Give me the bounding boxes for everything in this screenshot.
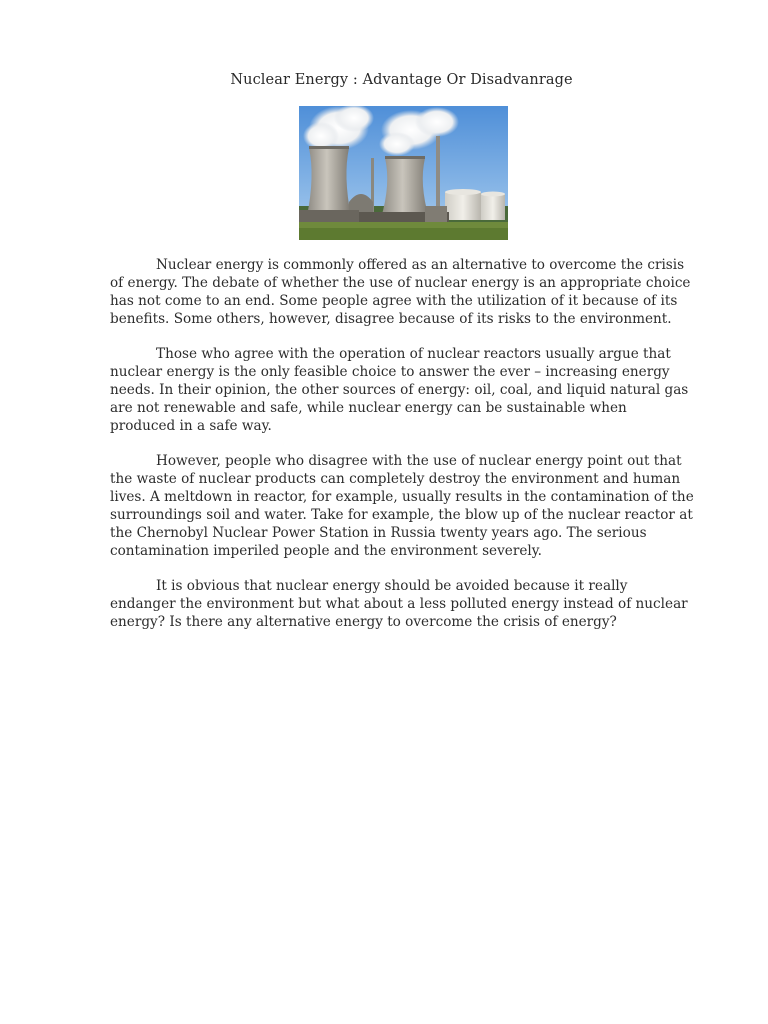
document-body (110, 256, 694, 648)
paragraph-3: However, people who disagree with the use of nuclear energy point out that the waste of nuclear products can completely destroy the environment and human lives. A meltdown in reactor, for example, usually results in the contamination of the surroundings soil and water. Take for example, the blow up of the nuclear reactor at the Chernobyl Nuclear Power Station in Russia twenty years ago. The serious contamination imperiled people and the environment severely. (110, 453, 694, 559)
paragraph-1: Nuclear energy is commonly offered as an alternative to overcome the crisis of energy. The debate of whether the use of nuclear energy is an appropriate choice has not come to an end. Some people agree with the utilization of it because of its benefits. Some others, however, disagree because of its risks to the environment. (110, 257, 691, 327)
paragraph-2: Those who agree with the operation of nuclear reactors usually argue that nuclear energy is the only feasible choice to answer the ever – increasing energy needs. In their opinion, the other sources of energy: oil, coal, and liquid natural gas are not renewable and safe, while nuclear energy can be sustainable when produced in a safe way. (110, 346, 689, 434)
paragraph-4: It is obvious that nuclear energy should be avoided because it really endanger the environment but what about a less polluted energy instead of nuclear energy? Is there any alternative energy to overcome the crisis of energy? (110, 578, 688, 630)
document-title: Nuclear Energy : Advantage Or Disadvanrage (230, 72, 573, 88)
nuclear-plant-photo (299, 106, 508, 240)
